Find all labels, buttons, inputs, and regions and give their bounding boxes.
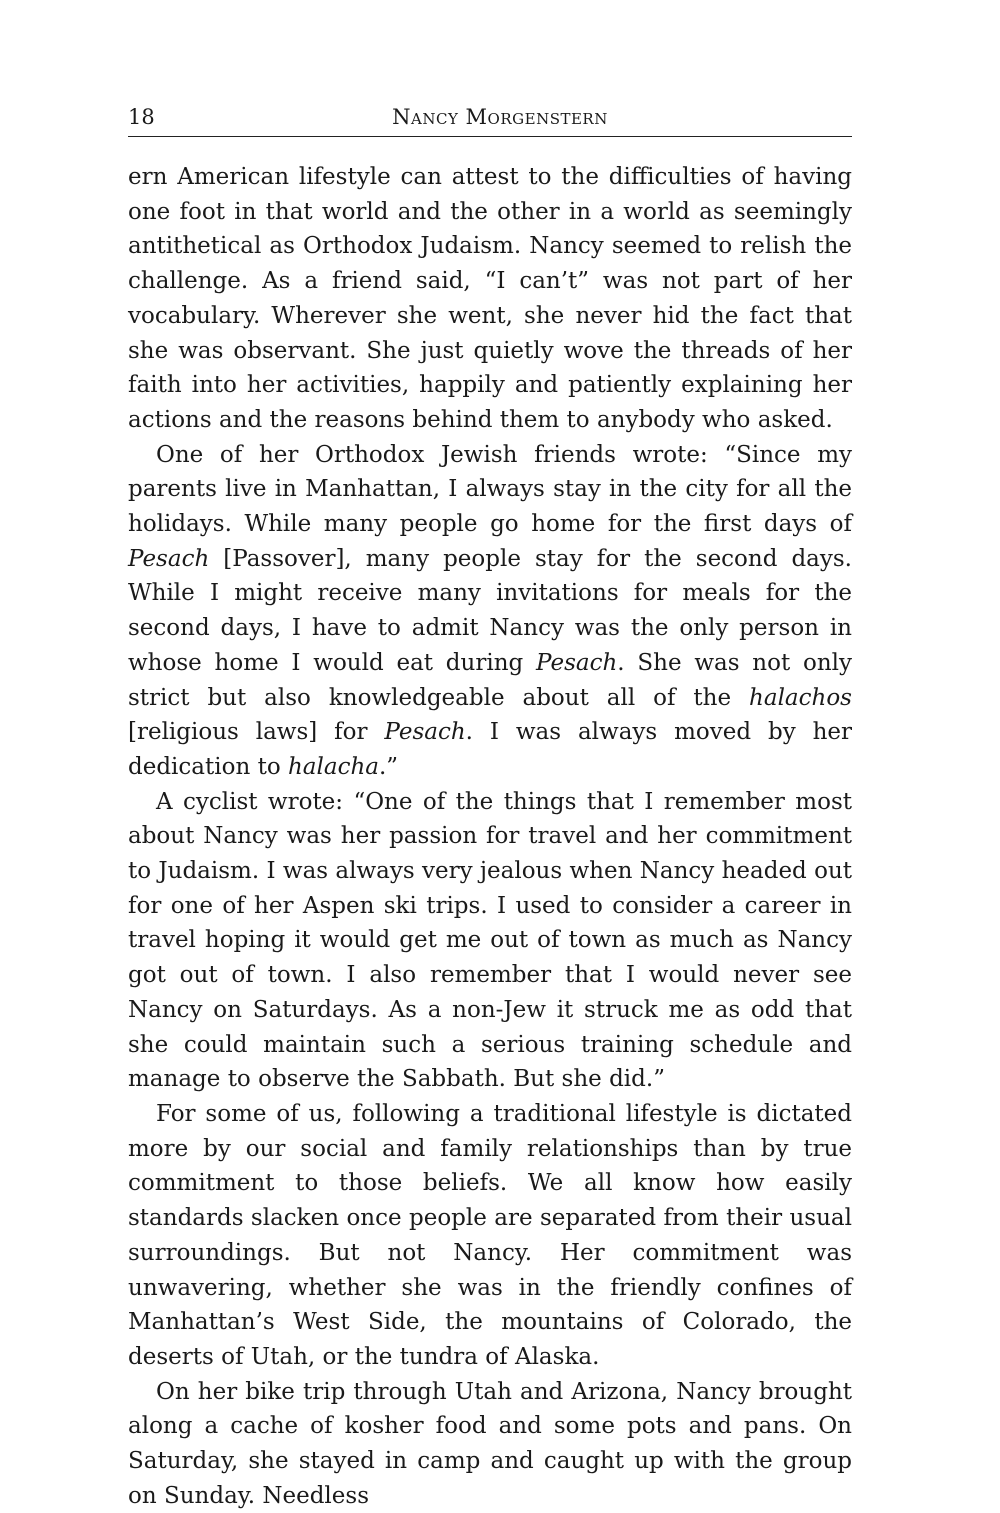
- paragraph-2: [128, 438, 852, 785]
- paragraph-3: [128, 785, 852, 1097]
- italic-term: halachos: [749, 684, 852, 711]
- text-run: On her bike trip through Utah and Arizona, Nancy brought along a cache of kosher food and some pots and pans. On Saturday, she stayed in camp and caught up with the group on Sunday. Needless: [128, 1378, 852, 1509]
- running-header: [128, 100, 852, 137]
- italic-term: halacha: [287, 753, 379, 780]
- text-run: .”: [379, 753, 399, 780]
- paragraph-5: [128, 1375, 852, 1513]
- text-run: . She was not only strict but also knowledgeable about all of the: [128, 649, 852, 711]
- text-run: . I was always moved by her dedication to: [128, 719, 853, 780]
- italic-term: Pesach: [384, 719, 466, 746]
- page-number: 18: [128, 105, 155, 129]
- text-run: One of her Orthodox Jewish friends wrote: “Since my parents live in Manhattan, I always stay in the city for all the holidays. While many people go home for the first days of: [128, 441, 852, 538]
- italic-term: Pesach: [128, 545, 210, 572]
- running-title: Nancy Morgenstern: [392, 105, 608, 129]
- text-run: [religious laws] for: [128, 719, 385, 746]
- text-run: A cyclist wrote: “One of the things that I remember most about Nancy was her passion for travel and her commitment to Judaism. I was always very jealous when Nancy headed out for one of her Aspen ski trips. I used to consider a career in travel hoping it would get me out of town as much as Nancy got out of town. I also remember that I would never see Nancy on Saturdays. As a non-Jew it struck me as odd that she could maintain such a serious training schedule and manage to observe the Sabbath. But she did.”: [128, 788, 852, 1093]
- paragraph-1: [128, 160, 852, 438]
- italic-term: Pesach: [536, 649, 618, 676]
- paragraph-4: [128, 1097, 852, 1375]
- text-run: ern American lifestyle can attest to the difficulties of having one foot in that world and the other in a world as seemingly antithetical as Orthodox Judaism. Nancy seemed to relish the challenge. As a friend said, “I can’t” was not part of her vocabulary. Wherever she went, she never hid the fact that she was observant. She just quietly wove the threads of her faith into her activities, happily and patiently explaining her actions and the reasons behind them to anybody who asked.: [128, 164, 852, 433]
- text-run: For some of us, following a traditional lifestyle is dictated more by our social and family relationships than by true commitment to those beliefs. We all know how easily standards slacken once people are separated from their usual surroundings. But not Nancy. Her commitment was unwavering, whether she was in the friendly confines of Manhattan’s West Side, the mountains of Colorado, the deserts of Utah, or the tundra of Alaska.: [128, 1100, 852, 1370]
- text-run: [Passover], many people stay for the second days. While I might receive many invitations for meals for the second days, I have to admit Nancy was the only person in whose home I would eat during: [128, 545, 852, 676]
- body-text: [128, 160, 852, 1513]
